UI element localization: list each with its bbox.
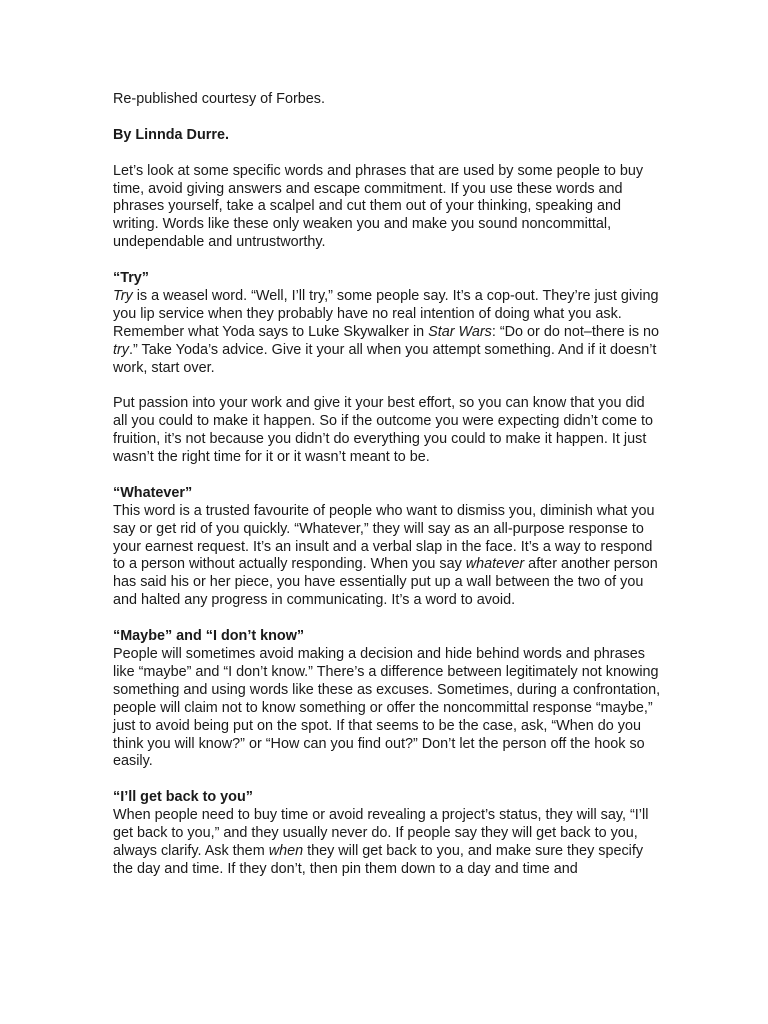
body-text: : “Do or do not–there is no bbox=[491, 323, 660, 340]
section-body bbox=[113, 807, 663, 879]
body-italic: Star Wars bbox=[428, 323, 492, 340]
body-italic: when bbox=[268, 842, 304, 859]
body-text: is a weasel word. “Well, I’ll try,” some people say. It’s a cop-out. They’re just giving you lip service when they probably have no real intention of doing what you ask. Remember what Yoda says to Luke Skywalker in bbox=[113, 287, 659, 340]
intro-paragraph: Let’s look at some specific words and phrases that are used by some people to buy time, avoid giving answers and escape commitment. If you use these words and phrases yourself, take a scalpel and cut them out of your thinking, speaking and writing. Words like these only weaken you and make you sound noncommittal, undependable and untrustworthy. bbox=[113, 162, 644, 251]
body-text: .” Take Yoda’s advice. Give it your all when you attempt something. And if it doesn’t work, start over. bbox=[113, 341, 657, 376]
section-body bbox=[113, 646, 663, 771]
section-heading: “Maybe” and “I don’t know” bbox=[113, 628, 305, 645]
body-text: after another person has said his or her piece, you have essentially put up a wall between the two of you and halted any progress in communicating. It’s a word to avoid. bbox=[113, 556, 658, 609]
section-body bbox=[113, 288, 663, 378]
body-text: they will get back to you, and make sure they specify the day and time. If they don’t, then pin them down to a day and time and bbox=[113, 842, 644, 877]
document-page bbox=[113, 91, 663, 897]
section-get-back bbox=[113, 789, 663, 879]
body-text: When people need to buy time or avoid revealing a project’s status, they will say, “I’ll get back to you,” and they usually never do. If people say they will get back to you, always clarify. Ask them bbox=[113, 807, 649, 859]
author-byline: By Linnda Durre. bbox=[113, 126, 229, 143]
section-heading: “Whatever” bbox=[113, 484, 193, 501]
section-try bbox=[113, 270, 663, 377]
source-line: Re-published courtesy of Forbes. bbox=[113, 91, 325, 107]
body-text: This word is a trusted favourite of people who want to dismiss you, diminish what you say or get rid of you quickly. “Whatever,” they will say as an all-purpose response to your earnest request. It’s an insult and a verbal slap in the face. It’s a way to respond to a person without actually responding. When you say bbox=[113, 502, 655, 573]
section-heading: “Try” bbox=[113, 270, 149, 287]
section-body bbox=[113, 503, 663, 610]
section-heading: “I’ll get back to you” bbox=[113, 789, 253, 806]
body-italic: Try bbox=[113, 287, 133, 304]
body-italic: whatever bbox=[465, 556, 525, 573]
section-followup-paragraph: Put passion into your work and give it your best effort, so you can know that you did all you could to make it happen. So if the outcome you were expecting didn’t come to fruition, it’s not because you didn’t do everything you could to make it happen. It just wasn’t the right time for it or it wasn’t meant to be. bbox=[113, 395, 653, 466]
body-italic: try bbox=[113, 341, 129, 358]
body-text: People will sometimes avoid making a decision and hide behind words and phrases like “maybe” and “I don’t know.” There’s a difference between legitimately not knowing something and using words like these as excuses. Sometimes, during a confrontation, people will claim not to know something or offer the noncommittal response “maybe,” just to avoid being put on the spot. If that seems to be the case, ask, “When do you think you will know?” or “How can you find out?” Don’t let the person off the hook so easily. bbox=[113, 646, 661, 770]
section-whatever bbox=[113, 485, 663, 610]
section-maybe bbox=[113, 628, 663, 771]
